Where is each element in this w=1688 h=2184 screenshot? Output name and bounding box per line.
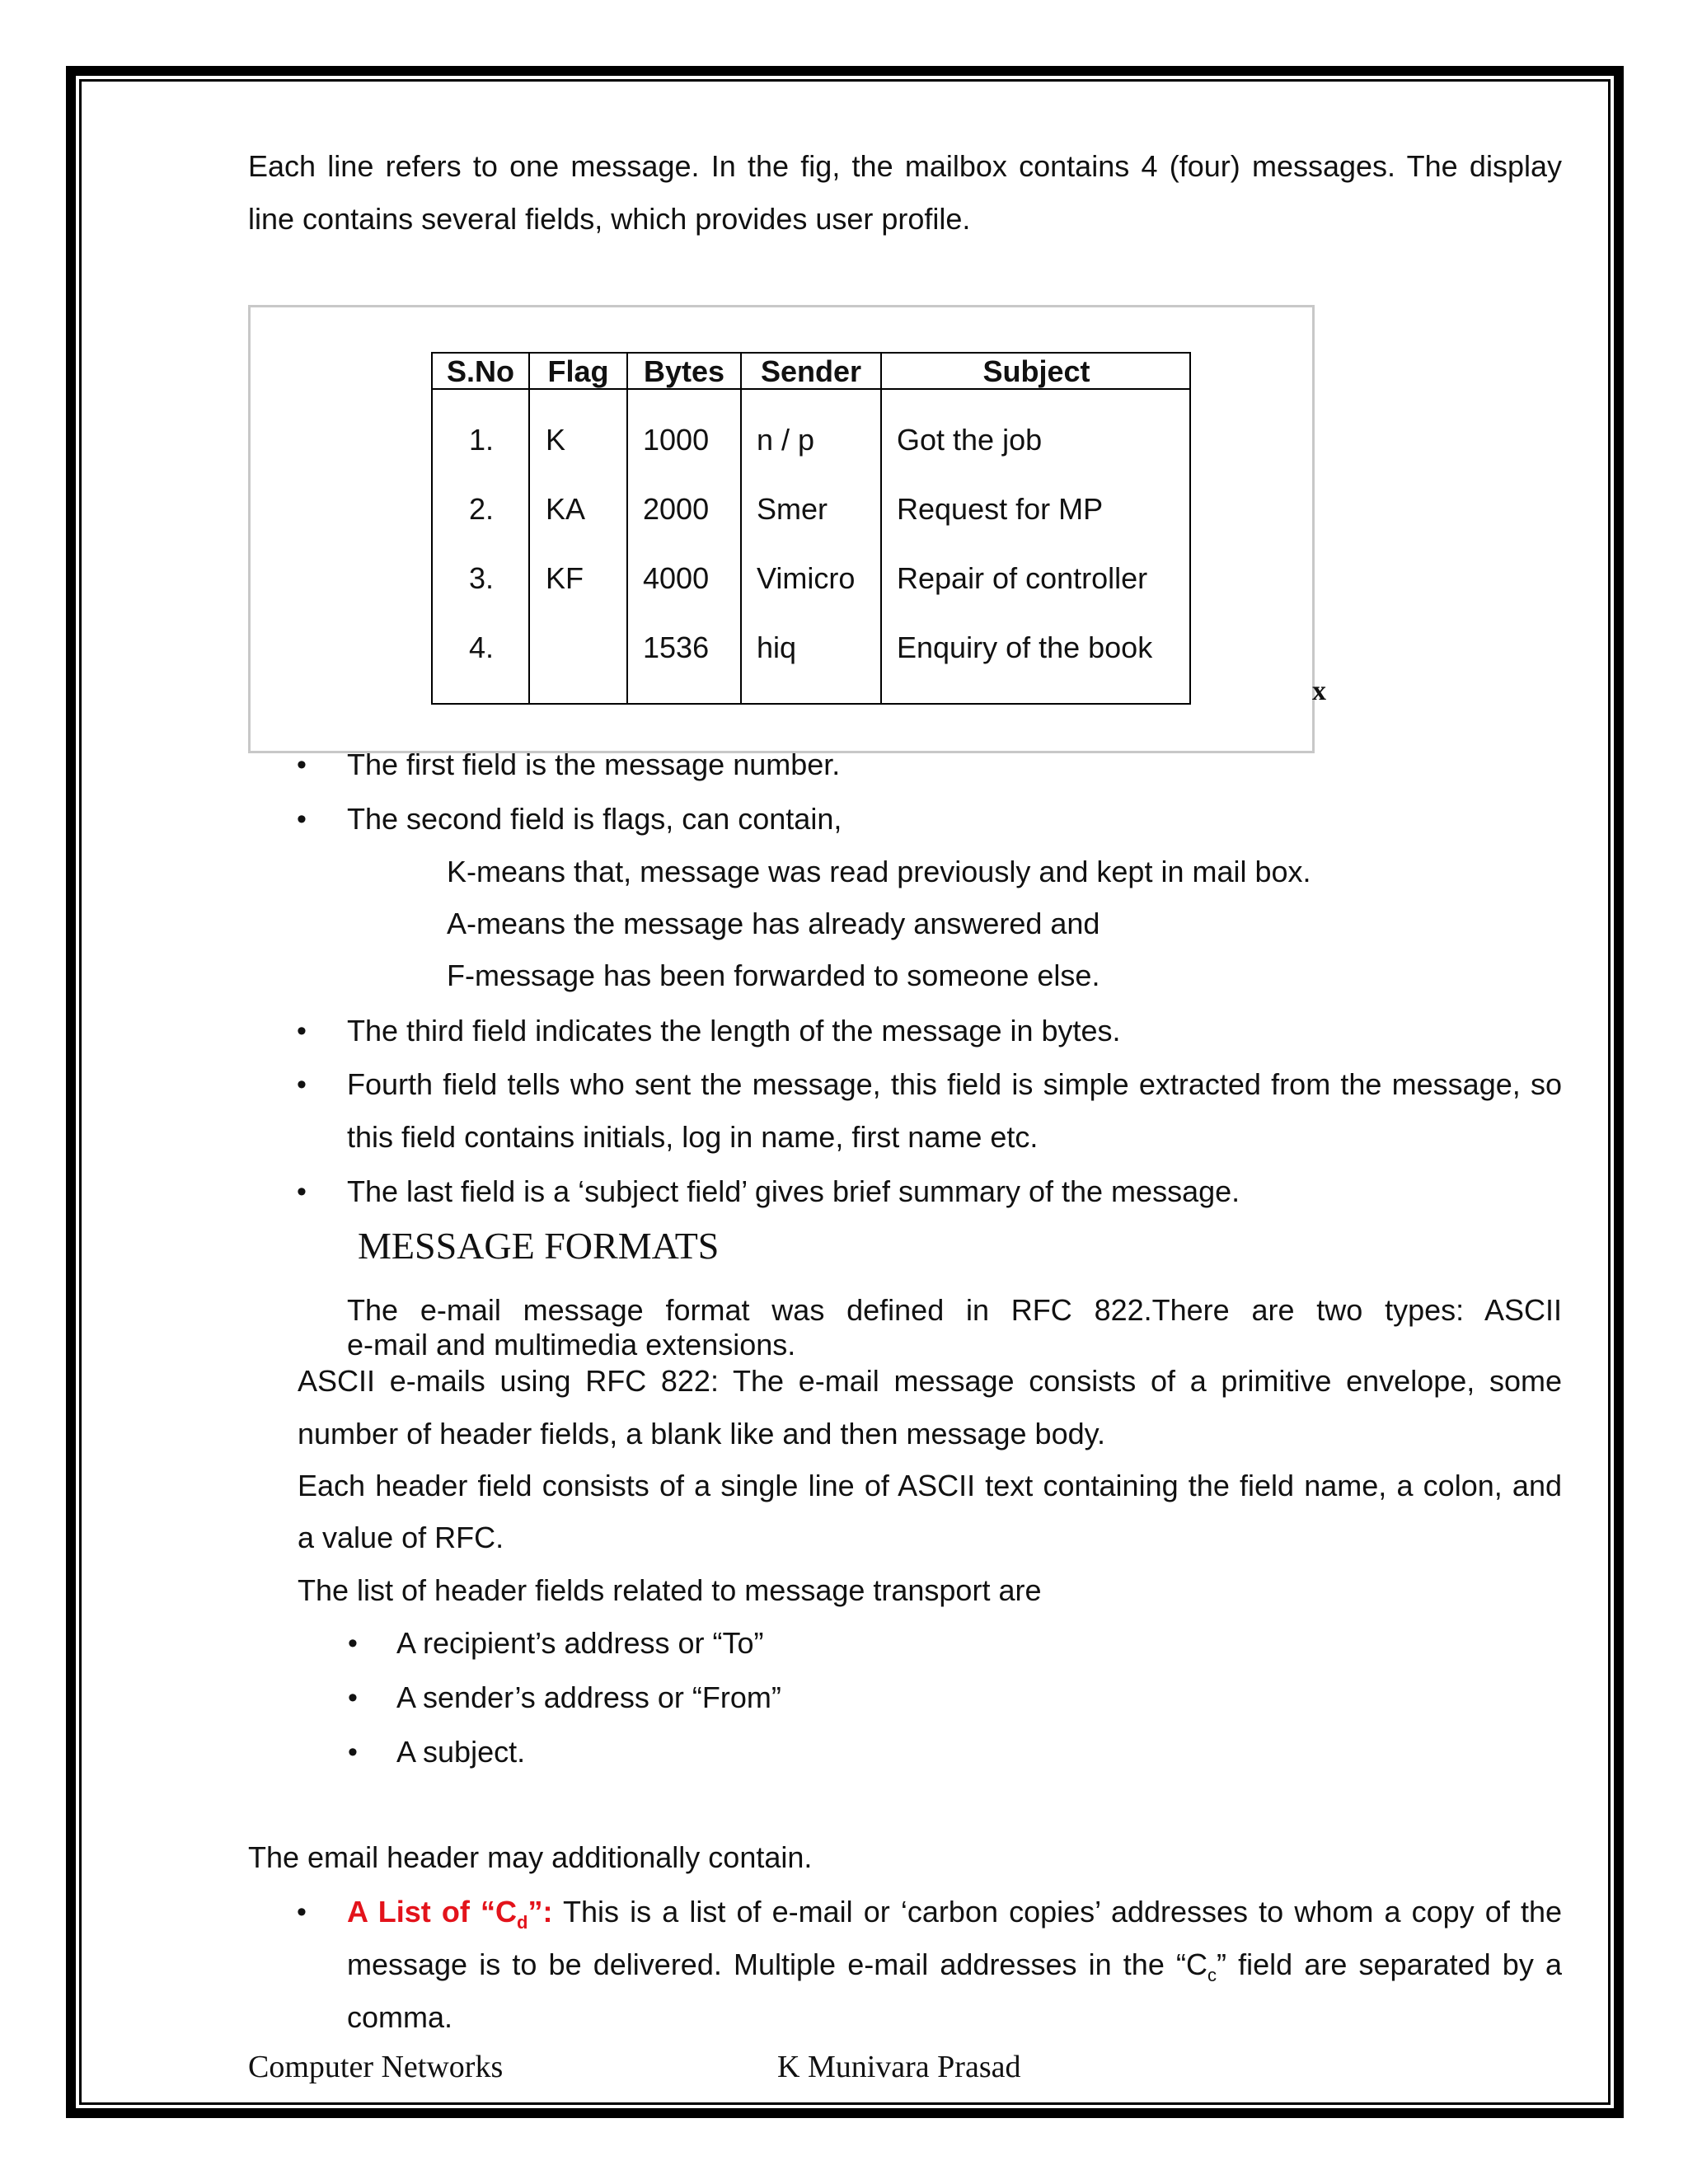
flag-a-desc: A-means the message has already answered and: [447, 907, 1100, 940]
table-column-divider: [740, 354, 742, 703]
cc-line-1: A List of “$C_d$”: This is a list of e-mail or ‘carbon copies’ addresses to whom a copy of the: [347, 1895, 1562, 1933]
bullet-icon: •: [348, 1682, 358, 1713]
field-bullet-5: The last field is a ‘subject field’ gives brief summary of the message.: [347, 1174, 1240, 1208]
table-column-divider: [626, 354, 628, 703]
field-bullet-4-line-2: this field contains initials, log in name, first name etc.: [347, 1120, 1039, 1154]
field-bullet-4-line-1: Fourth field tells who sent the message, this field is simple extracted from the message, so: [347, 1067, 1562, 1101]
formats-para-2-line-2: number of header fields, a blank like and then message body.: [298, 1417, 1105, 1451]
formats-para-4: The list of header fields related to message transport are: [298, 1573, 1042, 1607]
table-cell-flag: KF: [546, 561, 584, 595]
table-column-divider: [880, 354, 882, 703]
table-cell-subject: Request for MP: [897, 492, 1104, 526]
footer-course: Computer Networks: [248, 2050, 504, 2084]
table-header-bytes: Bytes: [643, 354, 725, 388]
bullet-icon: •: [348, 1736, 358, 1768]
extra-intro: The email header may additionally contain.: [248, 1840, 813, 1874]
table-cell-bytes: 2000: [643, 492, 710, 526]
cc-line-2: message is to be delivered. Multiple e-mail addresses in the “$C_c$” field are separated by a: [347, 1947, 1562, 1986]
field-bullet-1: The first field is the message number.: [347, 748, 841, 781]
table-header-subject: Subject: [982, 354, 1090, 388]
field-bullet-3: The third field indicates the length of the message in bytes.: [347, 1014, 1121, 1047]
table-cell-sno: 3.: [469, 561, 495, 595]
table-cell-subject: Got the job: [897, 423, 1043, 457]
table-cell-sno: 4.: [469, 630, 495, 664]
mailbox-table: [431, 352, 1191, 705]
table-header-sno: S.No: [446, 354, 514, 388]
bullet-icon: •: [297, 749, 307, 780]
cc-line-3: comma.: [347, 2000, 453, 2034]
table-cell-sender: Smer: [757, 492, 828, 526]
formats-para-3-line-2: a value of RFC.: [298, 1521, 504, 1554]
table-header-flag: Flag: [547, 354, 609, 388]
header-field-item: A subject.: [396, 1735, 526, 1769]
table-cell-sender: n / p: [757, 423, 815, 457]
bullet-icon: •: [297, 1015, 307, 1047]
section-heading: MESSAGE FORMATS: [358, 1225, 720, 1267]
table-cell-sno: 2.: [469, 492, 495, 526]
formats-para-1-line-2: e-mail and multimedia extensions.: [347, 1328, 796, 1361]
table-column-divider: [528, 354, 530, 703]
table-cell-subject: Repair of controller: [897, 561, 1148, 595]
table-header-divider: [433, 388, 1189, 390]
table-cell-sender: hiq: [757, 630, 797, 664]
table-cell-flag: KA: [546, 492, 586, 526]
bullet-icon: •: [297, 804, 307, 835]
flag-f-desc: F-message has been forwarded to someone else.: [447, 958, 1100, 992]
table-cell-sender: Vimicro: [757, 561, 856, 595]
table-cell-bytes: 4000: [643, 561, 710, 595]
table-cell-flag: K: [546, 423, 566, 457]
table-header-sender: Sender: [760, 354, 862, 388]
bullet-icon: •: [348, 1628, 358, 1659]
bullet-icon: •: [297, 1896, 307, 1928]
table-cell-bytes: 1000: [643, 423, 710, 457]
figure-mark: x: [1312, 676, 1326, 706]
formats-para-2-line-1: ASCII e-mails using RFC 822: The e-mail message consists of a primitive envelope, some: [298, 1364, 1562, 1398]
intro-line-1: Each line refers to one message. In the fig, the mailbox contains 4 (four) messages. The display: [248, 149, 1562, 183]
flag-k-desc: K-means that, message was read previously and kept in mail box.: [447, 855, 1311, 888]
bullet-icon: •: [297, 1069, 307, 1100]
cc-label: A List of “$C_d$”:: [347, 1895, 553, 1933]
header-field-item: A sender’s address or “From”: [396, 1680, 781, 1714]
table-cell-bytes: 1536: [643, 630, 710, 664]
formats-para-3-line-1: Each header field consists of a single line of ASCII text containing the field name, a colon, and: [298, 1469, 1562, 1502]
header-field-item: A recipient’s address or “To”: [396, 1626, 764, 1660]
table-cell-sno: 1.: [469, 423, 495, 457]
field-bullet-2: The second field is flags, can contain,: [347, 802, 842, 836]
footer-author: K Munivara Prasad: [777, 2050, 1021, 2084]
formats-para-1-line-1: The e-mail message format was defined in RFC 822.There are two types: ASCII: [347, 1293, 1562, 1327]
bullet-icon: •: [297, 1176, 307, 1207]
intro-line-2: line contains several fields, which provides user profile.: [248, 202, 971, 236]
table-cell-subject: Enquiry of the book: [897, 630, 1153, 664]
